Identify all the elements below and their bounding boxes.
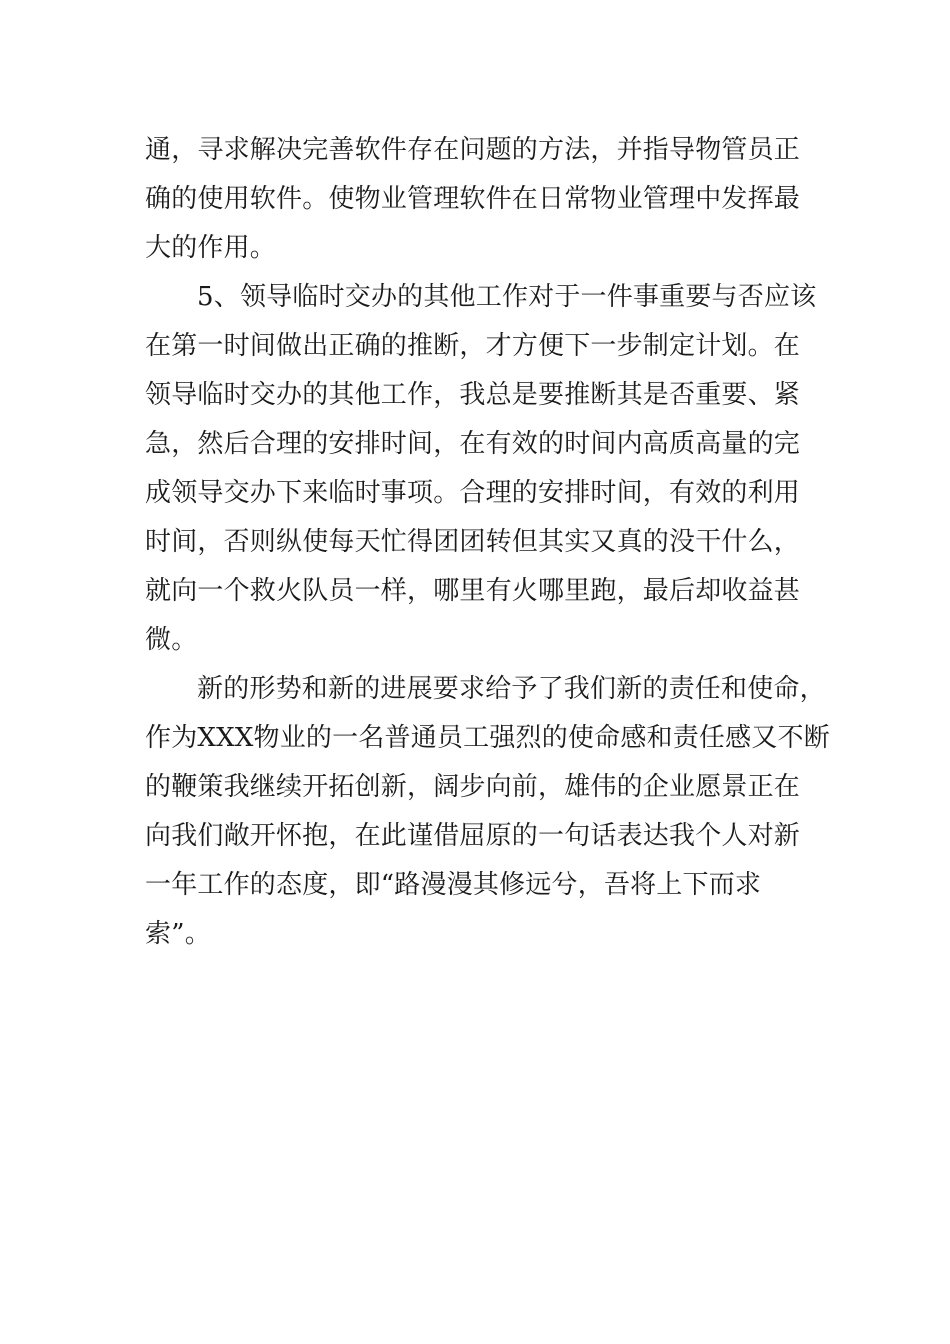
text-line: 领导临时交办的其他工作，我总是要推断其是否重要、紧: [145, 380, 801, 410]
text-line: 急，然后合理的安排时间，在有效的时间内高质高量的完: [145, 429, 801, 459]
text-line: 微。: [145, 625, 198, 655]
text-line-indented: 新的形势和新的进展要求给予了我们新的责任和使命，: [197, 674, 826, 704]
text-line: 一年工作的态度，即“路漫漫其修远兮，吾将上下而求: [145, 870, 762, 900]
text-line: 就向一个救火队员一样，哪里有火哪里跑，最后却收益甚: [145, 576, 801, 606]
text-line: 通，寻求解决完善软件存在问题的方法，并指导物管员正: [145, 135, 801, 165]
text-line: 时间，否则纵使每天忙得团团转但其实又真的没干什么，: [145, 527, 801, 557]
text-line: 在第一时间做出正确的推断，才方便下一步制定计划。在: [145, 331, 801, 361]
text-line: 的鞭策我继续开拓创新，阔步向前，雄伟的企业愿景正在: [145, 772, 801, 802]
text-line: 成领导交办下来临时事项。合理的安排时间，有效的利用: [145, 478, 801, 508]
text-line: 索”。: [145, 919, 211, 949]
text-line-indented: 5、领导临时交办的其他工作对于一件事重要与否应该: [197, 282, 817, 312]
paragraph-item-5: [145, 273, 825, 665]
text-line: 向我们敞开怀抱，在此谨借屈原的一句话表达我个人对新: [145, 821, 801, 851]
text-line: 确的使用软件。使物业管理软件在日常物业管理中发挥最: [145, 184, 801, 214]
paragraph-closing: [145, 665, 830, 959]
document-body: [145, 126, 830, 959]
text-line: 作为XXX物业的一名普通员工强烈的使命感和责任感又不断: [145, 723, 830, 753]
text-line: 大的作用。: [145, 233, 277, 263]
paragraph-continuation: [145, 126, 825, 273]
